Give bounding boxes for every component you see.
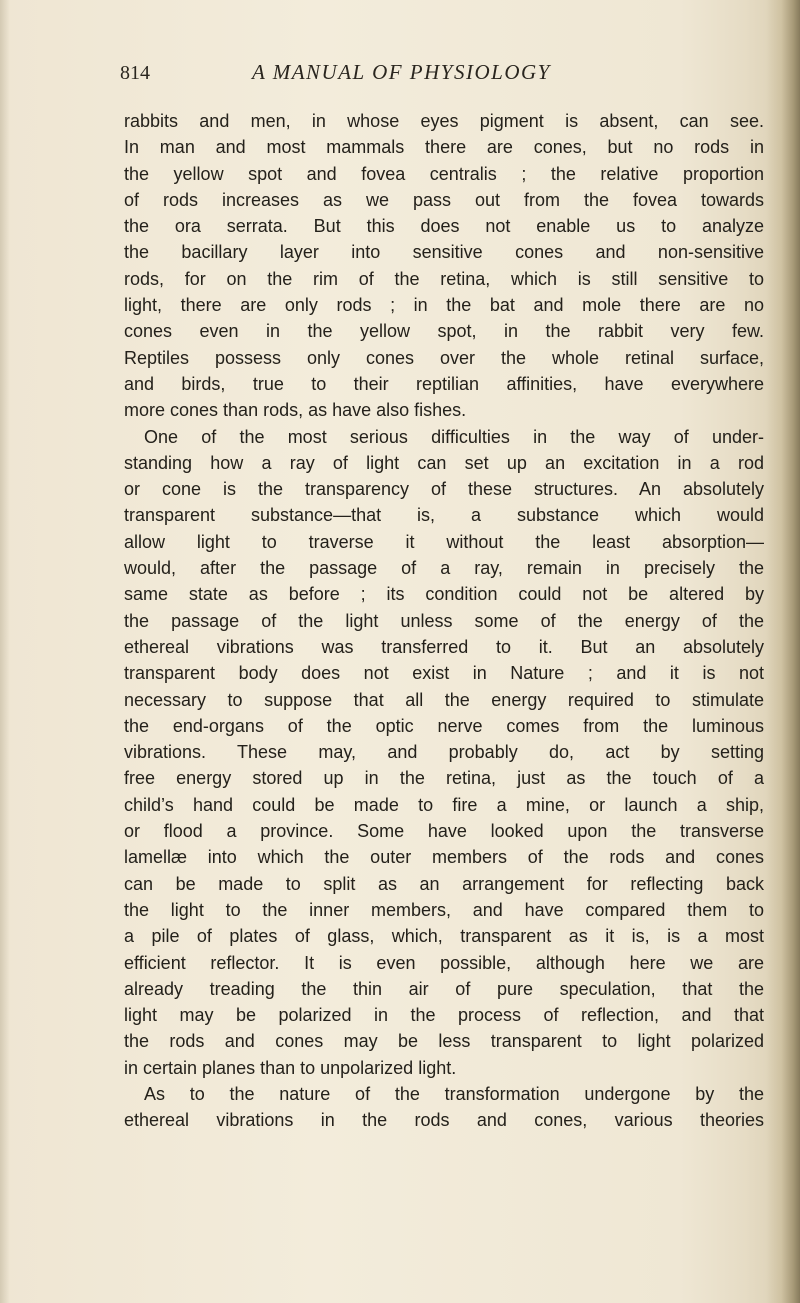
text-line: allow light to traverse it without the least absorption—: [124, 531, 764, 552]
text-line: of rods increases as we pass out from the fovea towards: [124, 189, 764, 210]
text-line: In man and most mammals there are cones, but no rods in: [124, 137, 764, 158]
text-line: more cones than rods, as have also fishes.: [124, 400, 467, 421]
text-line: lamellæ into which the outer members of the rods and cones: [124, 847, 764, 868]
text-line: already treading the thin air of pure speculation, that the: [124, 978, 764, 999]
text-line: cones even in the yellow spot, in the rabbit very few.: [124, 321, 764, 342]
text-line: ethereal vibrations in the rods and cones, various theories: [124, 1110, 764, 1131]
text-line: the rods and cones may be less transparent to light polarized: [124, 1031, 764, 1052]
text-line: efficient reflector. It is even possible, although here we are: [124, 952, 764, 973]
text-line: the ora serrata. But this does not enable us to analyze: [124, 216, 764, 237]
text-line: rods, for on the rim of the retina, which is still sensitive to: [124, 268, 764, 289]
text-line: can be made to split as an arrangement for reflecting back: [124, 873, 764, 894]
text-line: light may be polarized in the process of reflection, and that: [124, 1005, 764, 1026]
text-line: free energy stored up in the retina, just as the touch of a: [124, 768, 764, 789]
text-line: or cone is the transparency of these structures. An absolutely: [124, 479, 764, 500]
page-edge-shadow: [766, 0, 800, 1303]
text-line: the bacillary layer into sensitive cones and non-sensitive: [124, 242, 764, 263]
text-line: light, there are only rods ; in the bat and mole there are no: [124, 295, 764, 316]
text-line: standing how a ray of light can set up an excitation in a rod: [124, 452, 764, 473]
text-line: would, after the passage of a ray, remain in precisely the: [124, 558, 764, 579]
running-head: A MANUAL OF PHYSIOLOGY: [252, 60, 551, 84]
text-line: necessary to suppose that all the energy required to stimulate: [124, 689, 764, 710]
text-line: transparent body does not exist in Nature ; and it is not: [124, 663, 764, 684]
text-line: child’s hand could be made to fire a mine, or launch a ship,: [124, 794, 764, 815]
text-line: and birds, true to their reptilian affinities, have everywhere: [124, 373, 764, 394]
text-line: Reptiles possess only cones over the whole retinal surface,: [124, 347, 764, 368]
text-line: ethereal vibrations was transferred to it. But an absolutely: [124, 636, 764, 657]
page-left-shadow: [0, 0, 10, 1303]
text-line: the yellow spot and fovea centralis ; the relative proportion: [124, 163, 764, 184]
text-line: the light to the inner members, and have compared them to: [124, 899, 764, 920]
text-line: a pile of plates of glass, which, transparent as it is, is a most: [124, 926, 764, 947]
text-line: vibrations. These may, and probably do, act by setting: [124, 742, 764, 763]
text-line: in certain planes than to unpolarized light.: [124, 1057, 457, 1078]
text-line: As to the nature of the transformation undergone by the: [144, 1083, 764, 1104]
text-line: same state as before ; its condition could not be altered by: [124, 584, 764, 605]
text-line: One of the most serious difficulties in the way of under-: [144, 426, 764, 447]
text-line: or flood a province. Some have looked upon the transverse: [124, 821, 764, 842]
text-line: rabbits and men, in whose eyes pigment is absent, can see.: [124, 111, 764, 131]
text-line: the end-organs of the optic nerve comes from the luminous: [124, 715, 764, 736]
page-number: 814: [120, 62, 150, 84]
page-header: [120, 55, 680, 95]
text-line: transparent substance—that is, a substance which would: [124, 505, 764, 526]
body-text: [124, 108, 764, 1134]
text-line: the passage of the light unless some of the energy of the: [124, 610, 764, 631]
